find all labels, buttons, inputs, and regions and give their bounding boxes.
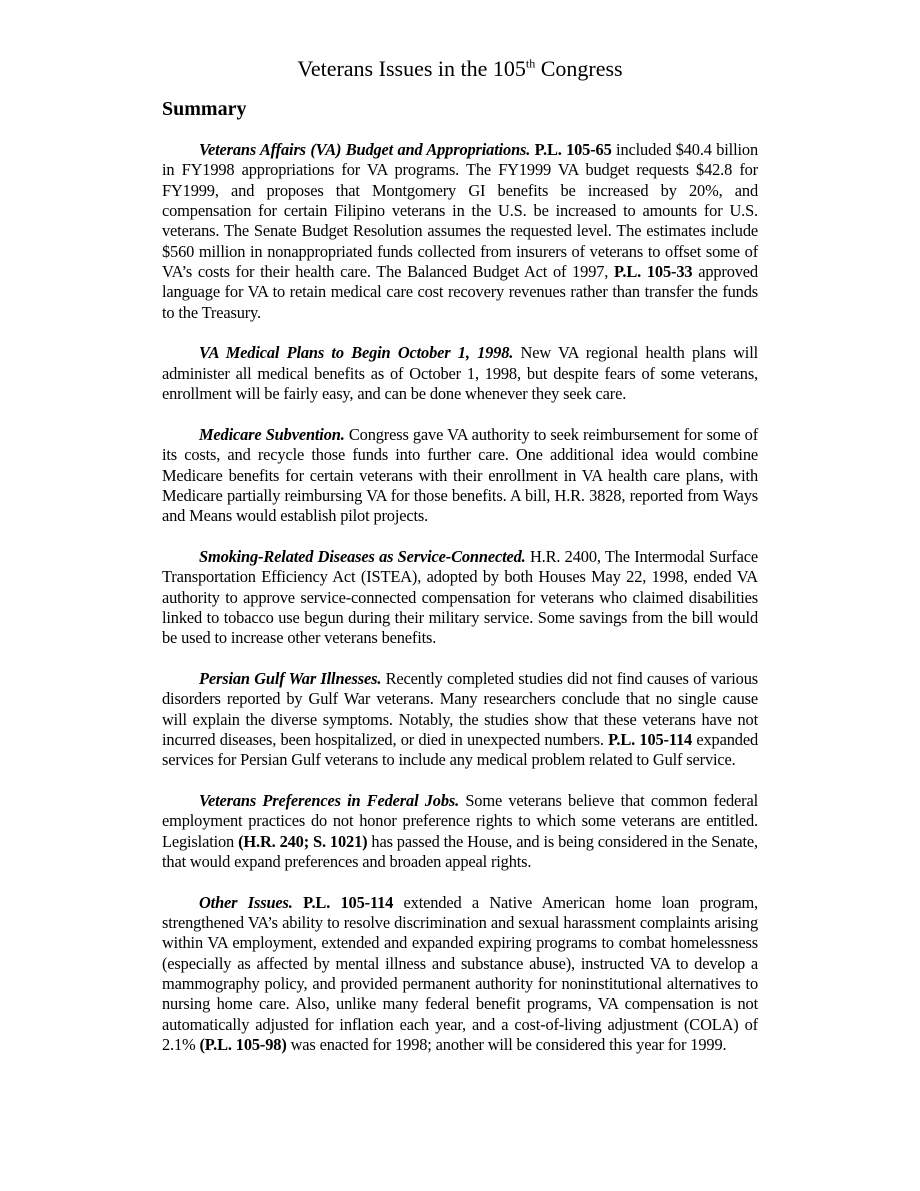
paragraph-text: approved language for VA to retain medical care cost recovery revenues rather than transfer the funds to the Treasury.: [162, 262, 758, 322]
bold-citation: (P.L. 105-98): [199, 1035, 287, 1055]
bold-citation: P.L. 105-114: [608, 729, 693, 749]
paragraph-text: H.R. 2400, The Intermodal Surface Transportation Efficiency Act (ISTEA), adopted by both Houses May 22, 1998, ended VA authority to approve service-connected compensation for veterans who claimed disabilities linked to tobacco use begun during their military service. Some savings from the bill would be used to increase other veterans benefits.: [162, 546, 758, 648]
bold-citation: P.L. 105-65: [534, 140, 612, 159]
paragraph-text: Recently completed studies did not find causes of various disorders reported by Gulf War veterans. Many researchers conclude that no single cause will explain the diverse symptoms. Notably, the studies show that these veterans have not incurred diseases, been hospitalized, or died in unexpected numbers.: [162, 668, 758, 749]
paragraph-medicare: [162, 425, 758, 527]
paragraph-gulf-war: [162, 669, 758, 771]
bold-citation: P.L. 105-33: [614, 262, 693, 282]
paragraph-budget: [162, 140, 758, 323]
paragraph-text: extended a Native American home loan program, strengthened VA’s ability to resolve discrimination and sexual harassment complaints arising within VA employment, extended and expanded expiring programs to combat homelessness (especially as affected by mental illness and substance abuse), instructed VA to develop a mammography policy, and provided permanent authority for noninstitutional alternatives to nursing home care. Also, unlike many federal benefit programs, VA compensation is not automatically adjusted for inflation each year, and a cost-of-living adjustment (COLA) of 2.1%: [162, 892, 758, 1055]
title-main: Veterans Issues in the 105: [297, 56, 526, 81]
paragraph-lead: Other Issues.: [199, 892, 293, 912]
document-title: [162, 52, 758, 86]
section-heading-summary: Summary: [162, 98, 247, 120]
bold-citation: P.L. 105-114: [303, 892, 394, 912]
paragraph-lead: Medicare Subvention.: [199, 424, 345, 444]
paragraph-other: [162, 893, 758, 1056]
paragraph-text: Some veterans believe that common federal employment practices do not honor preference rights to which some veterans are entitled. Legislation: [162, 791, 758, 851]
paragraph-text: [293, 893, 303, 912]
title-end: Congress: [535, 56, 623, 81]
paragraph-text: has passed the House, and is being considered in the Senate, that would expand preferences and broaden appeal rights.: [162, 831, 758, 872]
paragraph-lead: Smoking-Related Diseases as Service-Connected.: [199, 546, 526, 566]
paragraph-medical-plans: [162, 343, 758, 404]
paragraph-lead: Veterans Affairs (VA) Budget and Appropriations.: [199, 140, 531, 159]
paragraph-text: New VA regional health plans will administer all medical benefits as of October 1, 1998, but despite fears of some veterans, enrollment will be fairly easy, and can be done whenever they seek care.: [162, 343, 758, 404]
paragraph-lead: VA Medical Plans to Begin October 1, 1998.: [199, 343, 514, 363]
paragraph-smoking: [162, 547, 758, 649]
document-page: [162, 52, 758, 1076]
paragraph-lead: Persian Gulf War Illnesses.: [199, 668, 382, 688]
bold-citation: (H.R. 240; S. 1021): [238, 831, 368, 851]
paragraph-preferences: [162, 791, 758, 872]
title-superscript: th: [525, 56, 536, 71]
paragraph-text: Congress gave VA authority to seek reimbursement for some of its costs, and recycle those funds into further care. One additional idea would combine Medicare benefits for certain veterans with their enrollment in VA health care plans, with Medicare partially reimbursing VA for those benefits. A bill, H.R. 3828, reported from Ways and Means would establish pilot projects.: [162, 424, 759, 526]
paragraph-lead: Veterans Preferences in Federal Jobs.: [199, 791, 460, 810]
summary-paragraphs: [162, 140, 758, 1055]
paragraph-text: included $40.4 billion in FY1998 appropriations for VA programs. The FY1999 VA budget requests $42.8 for FY1999, and proposes that Montgomery GI benefits be increased by 20%, and compensation for certain Filipino veterans in the U.S. be increased to amounts for U.S. veterans. The Senate Budget Resolution assumes the requested level. The estimates include $560 million in nonappropriated funds collected from insurers of veterans to offset some of VA’s costs for their health care. The Balanced Budget Act of 1997,: [162, 140, 758, 282]
paragraph-text: expanded services for Persian Gulf veterans to include any medical problem related to Gulf service.: [162, 729, 758, 770]
paragraph-text: was enacted for 1998; another will be considered this year for 1999.: [286, 1035, 727, 1055]
